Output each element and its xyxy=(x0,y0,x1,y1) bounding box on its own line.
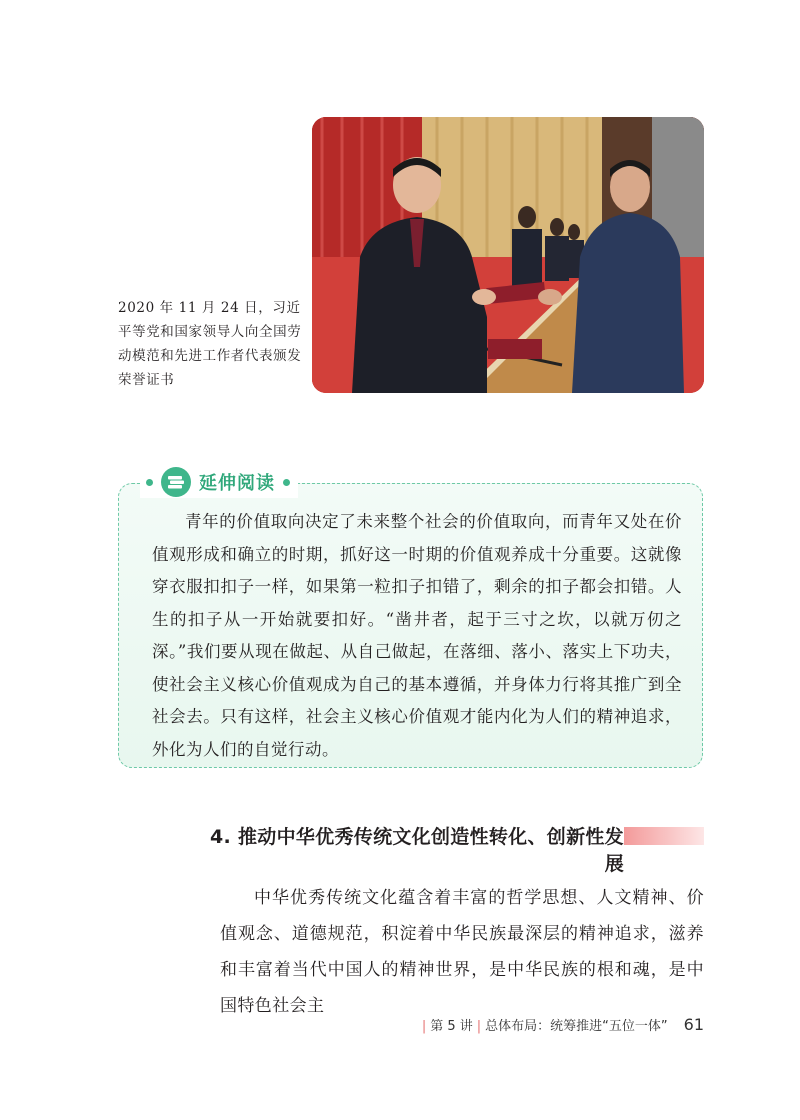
award-ceremony-photo xyxy=(312,117,704,393)
decor-dot xyxy=(283,479,290,486)
photo-caption: 2020 年 11 月 24 日，习近平等党和国家领导人向全国劳动模范和先进工作者代表颁发荣誉证书 xyxy=(118,300,302,388)
footer-lecture: 第 5 讲 xyxy=(430,1019,473,1034)
section-title: 4. 推动中华优秀传统文化创造性转化、创新性发展 xyxy=(210,826,624,875)
extended-reading-header xyxy=(140,466,298,498)
body-paragraph: 中华优秀传统文化蕴含着丰富的哲学思想、人文精神、价值观念、道德规范，积淀着中华民族最深层的精神追求，滋养和丰富着当代中国人的精神世界，是中华民族的根和魂，是中国特色社会主 xyxy=(220,888,704,1016)
section-heading-bar xyxy=(624,827,704,845)
footer-chapter: 总体布局：统筹推进“五位一体” xyxy=(485,1019,668,1034)
decor-dot xyxy=(146,479,153,486)
footer-separator: | xyxy=(421,1019,427,1034)
page-footer xyxy=(380,1015,704,1034)
page-number: 61 xyxy=(683,1015,704,1034)
extended-reading-text: 青年的价值取向决定了未来整个社会的价值取向，而青年又处在价值观形成和确立的时期，抓好这一时期的价值观养成十分重要。这就像穿衣服扣扣子一样，如果第一粒扣子扣错了，剩余的扣子都会扣错。人生的扣子从一开始就要扣好。“凿井者，起于三寸之坎，以就万仞之深。”我们要从现在做起、从自己做起，在落细、落小、落实上下功夫，使社会主义核心价值观成为自己的基本遵循，并身体力行将其推广到全社会去。只有这样，社会主义核心价值观才能内化为人们的精神追求，外化为人们的自觉行动。 xyxy=(152,512,682,759)
book-stack-icon xyxy=(161,467,191,497)
footer-separator: | xyxy=(476,1019,482,1034)
extended-reading-title: 延伸阅读 xyxy=(199,473,275,494)
